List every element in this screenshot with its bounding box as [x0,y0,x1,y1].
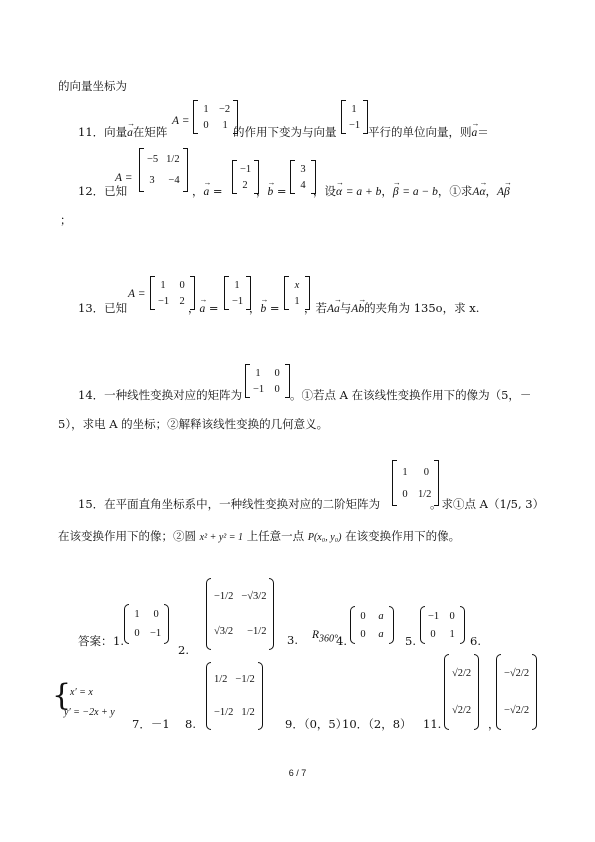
q13-text-end: ，若A→ a与A→ b的夹角为 135o，求 x. [304,300,479,317]
q14-matrix: 1 0 −1 0 [245,364,290,398]
answer-10: 10．（2，8） [342,717,412,731]
q11-text-end: 平行的单位向量，则→ a＝ [368,124,489,141]
q13-vector-a: 1 −1 [224,276,251,310]
q12-vec-a-label: ，→ a = [192,183,223,200]
q11-matrix-A: 1 −2 0 1 [193,100,238,134]
q13-matrix-A: 1 0 −1 2 [150,276,195,310]
answer-6-number: 6. [470,634,481,648]
answer-2-matrix: −1/2 −√3/2 √3/2 −1/2 [206,578,274,650]
q14-text-part2: 5），求电 A 的坐标；②解释该线性变换的几何意义。 [58,417,329,431]
q15-matrix: 1 0 0 1/2 [392,460,439,506]
q12-vector-b: 3 4 [290,160,316,194]
answer-8-matrix: 1/2 −1/2 −1/2 1/2 [206,662,263,730]
answer-6-line-2: y′ = −2x + y [64,707,115,718]
q15-text-part2: 在该变换作用下的像；②圆 x² + y² = 1 上任意一点 P(x₀, y₀) 在该变换作用下的像。 [58,529,461,543]
matrix-A-label: A = [172,115,190,127]
q12-vector-a: −1 2 [232,160,259,194]
answer-3-rotation: $R_{360^\circ}$ [312,629,339,645]
question-13: 13．已知 [78,301,128,315]
question-15: 15．在平面直角坐标系中，一种线性变换对应的二阶矩阵为 [78,497,381,511]
q14-text-part1: 。①若点 A 在该线性变换作用下的像为（5，－ [290,388,532,402]
answer-5-matrix: −1 0 0 1 [420,606,465,644]
q13-vec-a-label: ，→ a = [188,300,219,317]
point-P: P(x₀, y₀) [307,532,342,543]
q12-semicolon: ； [60,213,72,227]
answer-11-number: 11. [423,717,442,731]
answer-3-number: 3. [287,633,298,647]
answer-11-vector-2: −√2/2 −√2/2 [496,654,537,730]
question-14: 14．一种线性变换对应的矩阵为 [78,388,243,402]
question-12: 12．已知 [78,184,128,198]
q12-vec-b-label: ，→ b = [256,183,287,200]
answer-4-number: 4. [336,634,347,648]
answer-5-number: 5. [405,634,416,648]
q15-text-part1: 。求①点 A（1/5, 3） [430,497,545,511]
q13-matrix-label: A = [128,288,146,300]
answer-1-number: 1. [113,634,124,648]
answer-4-matrix: 0 a 0 a [350,606,394,644]
page-number: 6 / 7 [288,768,307,778]
q12-matrix-label: A = [115,172,133,184]
answer-8-number: 8. [185,717,196,731]
q12-text-end: ，设→ α = a + b，→ β = a − b，①求A→ α，A→ β [313,183,510,200]
answer-9: 9．（0，5） [285,717,348,731]
vector-a: → a [127,125,133,141]
q12-matrix-A: −5 1/2 3 −4 [139,148,188,192]
answer-11-separator: ， [488,717,500,731]
question-11: 11．向量→ a在矩阵 [78,124,167,141]
q11-vector: 1 −1 [341,100,368,134]
answer-2-number: 2. [178,643,189,657]
q13-vec-b-label: ，→ b = [249,300,280,317]
answer-6-line-1: x′ = x [70,687,93,698]
q13-vector-b: x 1 [284,276,310,310]
answer-6-brace: { [52,678,72,713]
q11-text-middle: 的作用下变为与向量 [233,125,337,139]
heading-continued: 的向量坐标为 [58,79,127,93]
circle-equation: x² + y² = 1 [199,532,244,543]
answer-11-vector-1: √2/2 √2/2 [444,654,479,730]
answer-7: 7．－1 [132,717,170,731]
answers-label: 答案： [78,634,113,648]
q11-number: 11． [78,125,105,139]
answer-1-matrix: 1 0 0 −1 [124,604,169,644]
